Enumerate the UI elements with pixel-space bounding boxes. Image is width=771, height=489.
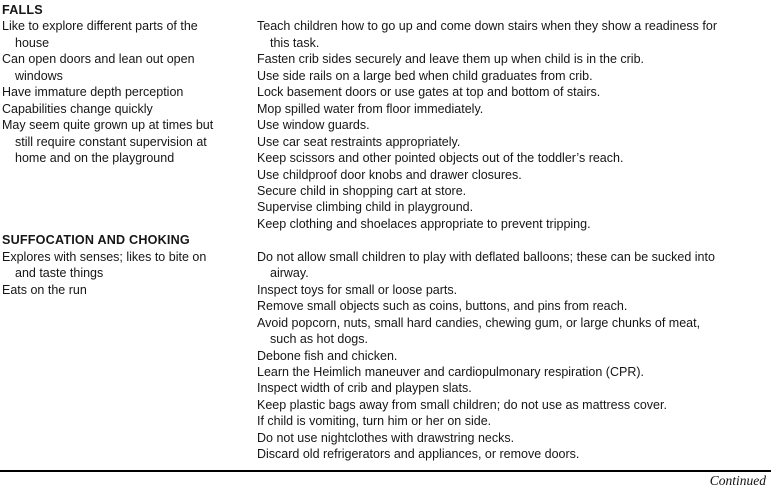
prevention-item xyxy=(257,84,769,100)
prevention-item xyxy=(257,101,769,117)
bottom-divider xyxy=(0,470,771,472)
behavior-item xyxy=(2,84,254,100)
behavior-item xyxy=(2,51,254,84)
prevention-item xyxy=(257,348,769,364)
prevention-item xyxy=(257,446,769,462)
section-row xyxy=(0,18,771,232)
text-line: windows xyxy=(15,68,63,83)
text-line: Inspect width of crib and playpen slats. xyxy=(257,381,472,396)
text-line: Learn the Heimlich maneuver and cardiopulmonary respiration (CPR). xyxy=(257,364,644,379)
text-line: Secure child in shopping cart at store. xyxy=(257,183,467,198)
prevention-item xyxy=(257,167,769,183)
text-line: still require constant supervision at xyxy=(15,134,207,149)
safety-table xyxy=(0,2,771,463)
continued-label: Continued xyxy=(709,473,766,488)
prevention-item xyxy=(257,51,769,67)
text-line: If child is vomiting, turn him or her on side. xyxy=(257,414,492,429)
text-line: Like to explore different parts of the xyxy=(2,19,198,34)
text-line: Can open doors and lean out open xyxy=(2,52,195,67)
text-line: house xyxy=(15,35,50,50)
text-line: Debone fish and chicken. xyxy=(257,348,398,363)
text-line: Remove small objects such as coins, buttons, and pins from reach. xyxy=(257,299,628,314)
text-line: Use window guards. xyxy=(257,118,370,133)
text-line: such as hot dogs. xyxy=(270,332,368,347)
text-line: Keep clothing and shoelaces appropriate to prevent tripping. xyxy=(257,216,591,231)
prevention-item xyxy=(257,117,769,133)
prevention-item xyxy=(257,397,769,413)
behaviors-column xyxy=(0,249,254,298)
text-line: Use side rails on a large bed when child graduates from crib. xyxy=(257,68,593,83)
text-line: Discard old refrigerators and appliances, or remove doors. xyxy=(257,447,580,462)
text-line: Lock basement doors or use gates at top and bottom of stairs. xyxy=(257,85,601,100)
section-header: SUFFOCATION AND CHOKING xyxy=(2,233,190,248)
text-line: Keep scissors and other pointed objects out of the toddler’s reach. xyxy=(257,151,624,166)
text-line: Teach children how to go up and come down stairs when they show a readiness for xyxy=(257,19,717,34)
text-line: Do not allow small children to play with deflated balloons; these can be sucked into xyxy=(257,249,715,264)
text-line: home and on the playground xyxy=(15,151,175,166)
text-line: Keep plastic bags away from small children; do not use as mattress cover. xyxy=(257,397,667,412)
prevention-item xyxy=(257,199,769,215)
behavior-item xyxy=(2,18,254,51)
prevention-item xyxy=(257,134,769,150)
preventions-column xyxy=(254,18,771,232)
preventions-column xyxy=(254,249,771,463)
text-line: Have immature depth perception xyxy=(2,85,184,100)
section-row xyxy=(0,249,771,463)
prevention-item xyxy=(257,282,769,298)
text-line: airway. xyxy=(270,266,309,281)
prevention-item xyxy=(257,380,769,396)
text-line: Avoid popcorn, nuts, small hard candies, chewing gum, or large chunks of meat, xyxy=(257,315,701,330)
text-line: and taste things xyxy=(15,266,104,281)
prevention-item xyxy=(257,413,769,429)
text-line: May seem quite grown up at times but xyxy=(2,118,214,133)
prevention-item xyxy=(257,364,769,380)
text-line: Inspect toys for small or loose parts. xyxy=(257,282,458,297)
text-line: Supervise climbing child in playground. xyxy=(257,200,474,215)
text-line: Explores with senses; likes to bite on xyxy=(2,249,207,264)
prevention-item xyxy=(257,150,769,166)
text-line: Capabilities change quickly xyxy=(2,101,153,116)
prevention-item xyxy=(257,298,769,314)
section-header: FALLS xyxy=(2,3,43,17)
text-line: Fasten crib sides securely and leave them up when child is in the crib. xyxy=(257,52,644,67)
prevention-item xyxy=(257,183,769,199)
behavior-item xyxy=(2,117,254,166)
prevention-item xyxy=(257,249,769,282)
prevention-item xyxy=(257,18,769,51)
prevention-item xyxy=(257,68,769,84)
text-line: Eats on the run xyxy=(2,282,87,297)
behavior-item xyxy=(2,282,254,298)
text-line: Do not use nightclothes with drawstring necks. xyxy=(257,430,515,445)
prevention-item xyxy=(257,315,769,348)
prevention-item xyxy=(257,216,769,232)
prevention-item xyxy=(257,430,769,446)
text-line: Use childproof door knobs and drawer closures. xyxy=(257,167,522,182)
behavior-item xyxy=(2,249,254,282)
text-line: Use car seat restraints appropriately. xyxy=(257,134,461,149)
behaviors-column xyxy=(0,18,254,166)
behavior-item xyxy=(2,101,254,117)
text-line: Mop spilled water from floor immediately. xyxy=(257,101,484,116)
text-line: this task. xyxy=(270,35,320,50)
